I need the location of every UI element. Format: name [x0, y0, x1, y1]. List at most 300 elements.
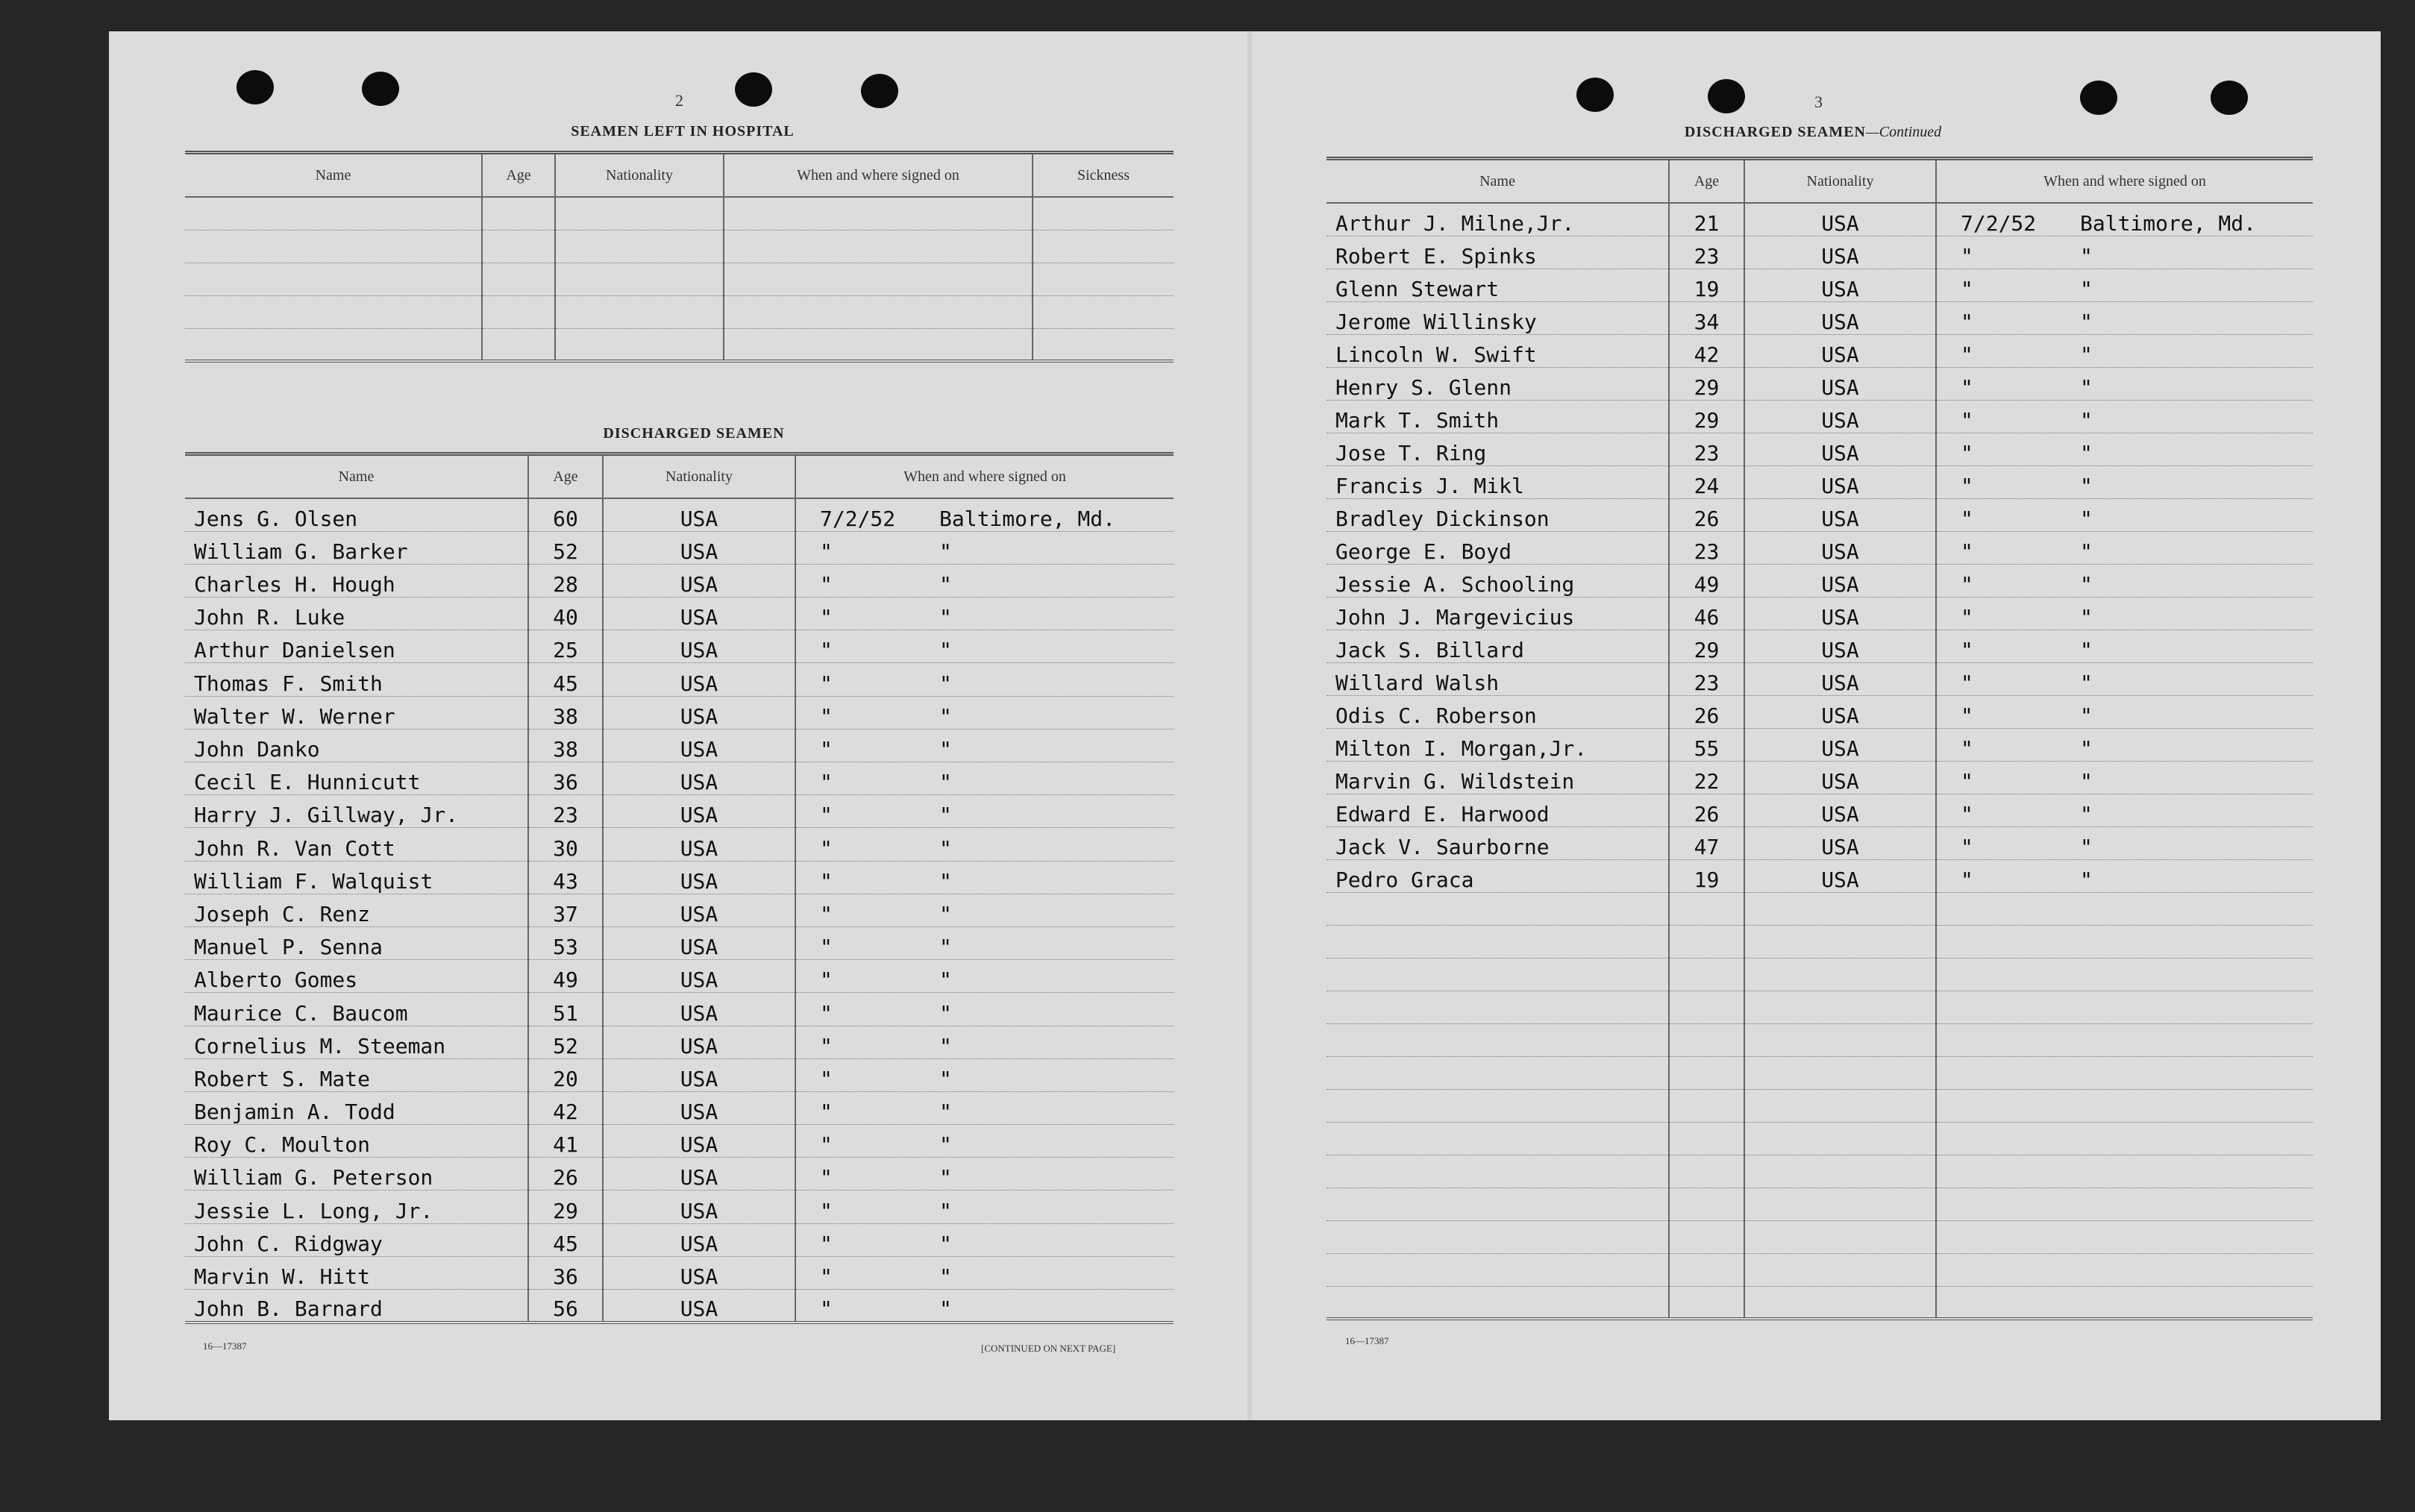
- seaman-age: 29: [1669, 400, 1744, 433]
- signed-on-date: ": [820, 868, 833, 894]
- seaman-age: 23: [1669, 236, 1744, 269]
- signed-on-date: ": [820, 1000, 833, 1026]
- seaman-nationality: USA: [1744, 465, 1936, 498]
- signed-on-place: ": [939, 835, 952, 861]
- signed-on-date: ": [1961, 473, 1973, 498]
- seaman-age: 22: [1669, 761, 1744, 794]
- seaman-name: William F. Walquist: [185, 861, 528, 894]
- signed-on-place: ": [2080, 571, 2093, 597]
- table-row: [185, 630, 1174, 663]
- column-header-name: Name: [185, 454, 528, 499]
- seaman-age: 29: [528, 1191, 603, 1223]
- signed-on-date: ": [820, 1264, 833, 1289]
- signed-on-date: ": [1961, 867, 1973, 892]
- signed-on-date: ": [1961, 407, 1973, 433]
- signed-on-place: ": [939, 638, 952, 663]
- table-row: [185, 1256, 1174, 1289]
- seaman-nationality: USA: [1744, 859, 1936, 892]
- table-row: [185, 729, 1174, 762]
- signed-on-date: ": [1961, 309, 1973, 334]
- blank-row: [1326, 1220, 2313, 1253]
- signed-on-date: ": [1961, 539, 1973, 564]
- table-row: [1326, 334, 2313, 367]
- punch-hole: [1708, 79, 1745, 113]
- seaman-name: Jerome Willinsky: [1326, 301, 1669, 334]
- signed-on-date: ": [820, 901, 833, 926]
- seaman-age: 42: [528, 1091, 603, 1124]
- seaman-name: Jessie L. Long, Jr.: [185, 1191, 528, 1223]
- seaman-age: 38: [528, 729, 603, 762]
- signed-on-cell: [795, 1290, 1174, 1323]
- signed-on-cell: [1936, 400, 2313, 433]
- seaman-name: Edward E. Harwood: [1326, 794, 1669, 826]
- seaman-nationality: USA: [1744, 826, 1936, 859]
- blank-row: [1326, 1089, 2313, 1122]
- signed-on-date: ": [820, 572, 833, 597]
- seaman-nationality: USA: [603, 696, 795, 729]
- discharged-continued-title: [1597, 124, 2029, 141]
- signed-on-date: ": [820, 803, 833, 828]
- seaman-nationality: USA: [1744, 203, 1936, 236]
- signed-on-place: ": [2080, 867, 2093, 892]
- blank-row: [1326, 1122, 2313, 1155]
- seaman-age: 49: [528, 960, 603, 993]
- signed-on-cell: [795, 1191, 1174, 1223]
- seaman-age: 36: [528, 762, 603, 795]
- column-header-nationality: Nationality: [603, 454, 795, 499]
- signed-on-place: ": [939, 1264, 952, 1289]
- hospital-table: [185, 151, 1174, 363]
- seaman-name: Walter W. Werner: [185, 696, 528, 729]
- blank-row: [1326, 1155, 2313, 1188]
- table-row: [185, 696, 1174, 729]
- signed-on-date: ": [820, 1231, 833, 1256]
- signed-on-cell: [1936, 301, 2313, 334]
- seaman-name: Jessie A. Schooling: [1326, 564, 1669, 597]
- seaman-name: William G. Barker: [185, 531, 528, 564]
- seaman-name: Jose T. Ring: [1326, 433, 1669, 465]
- seaman-age: 37: [528, 894, 603, 926]
- blank-row: [185, 230, 1174, 263]
- seaman-name: John Danko: [185, 729, 528, 762]
- signed-on-place: ": [939, 1000, 952, 1026]
- signed-on-cell: [1936, 531, 2313, 564]
- page-number: 2: [675, 91, 683, 110]
- signed-on-place: ": [939, 901, 952, 926]
- signed-on-date: ": [1961, 735, 1973, 761]
- seaman-age: 28: [528, 564, 603, 597]
- seaman-age: 26: [528, 1158, 603, 1191]
- seaman-nationality: USA: [603, 926, 795, 959]
- table-row: [1326, 498, 2313, 531]
- seaman-age: 46: [1669, 597, 1744, 630]
- signed-on-date: ": [820, 1296, 833, 1321]
- column-header-nationality: Nationality: [555, 153, 724, 198]
- seaman-nationality: USA: [1744, 630, 1936, 662]
- signed-on-place: ": [939, 539, 952, 564]
- signed-on-cell: [795, 1091, 1174, 1124]
- seaman-name: Marvin W. Hitt: [185, 1256, 528, 1289]
- seaman-nationality: USA: [603, 1158, 795, 1191]
- seaman-name: Arthur J. Milne,Jr.: [1326, 203, 1669, 236]
- table-row: [185, 1191, 1174, 1223]
- signed-on-cell: [1936, 761, 2313, 794]
- seaman-name: Arthur Danielsen: [185, 630, 528, 663]
- seaman-age: 19: [1669, 859, 1744, 892]
- seaman-age: 30: [528, 828, 603, 861]
- punch-hole: [2080, 81, 2117, 115]
- seaman-nationality: USA: [1744, 761, 1936, 794]
- signed-on-place: ": [2080, 243, 2093, 269]
- column-header-signed-on: When and where signed on: [795, 454, 1174, 499]
- title-suffix: —Continued: [1866, 124, 1942, 140]
- table-row: [185, 960, 1174, 993]
- seaman-age: 24: [1669, 465, 1744, 498]
- blank-row: [185, 295, 1174, 328]
- signed-on-date: ": [1961, 276, 1973, 301]
- signed-on-date: ": [820, 605, 833, 630]
- page-fold: [1247, 31, 1252, 1420]
- table-row: [185, 1026, 1174, 1058]
- table-row: [185, 795, 1174, 828]
- signed-on-place: ": [2080, 735, 2093, 761]
- table-row: [185, 531, 1174, 564]
- form-number: 16—17387: [1345, 1335, 1389, 1346]
- signed-on-cell: [795, 597, 1174, 630]
- table-row: [185, 1125, 1174, 1158]
- signed-on-date: ": [820, 967, 833, 993]
- blank-row: [1326, 1253, 2313, 1286]
- column-header-nationality: Nationality: [1744, 159, 1936, 204]
- signed-on-date: ": [820, 1066, 833, 1091]
- signed-on-place: ": [939, 1132, 952, 1158]
- signed-on-date: ": [820, 835, 833, 861]
- seaman-name: Odis C. Roberson: [1326, 695, 1669, 728]
- signed-on-place: ": [939, 703, 952, 729]
- blank-row: [185, 197, 1174, 230]
- signed-on-date: 7/2/52: [820, 506, 896, 531]
- signed-on-cell: [795, 1158, 1174, 1191]
- seaman-nationality: USA: [603, 498, 795, 531]
- seaman-age: 25: [528, 630, 603, 663]
- seaman-age: 52: [528, 531, 603, 564]
- blank-row: [185, 328, 1174, 361]
- table-row: [185, 663, 1174, 696]
- column-header-age: Age: [1669, 159, 1744, 204]
- signed-on-date: 7/2/52: [1961, 210, 2037, 236]
- seaman-name: Jens G. Olsen: [185, 498, 528, 531]
- signed-on-place: ": [2080, 407, 2093, 433]
- table-row: [1326, 531, 2313, 564]
- table-row: [1326, 630, 2313, 662]
- seaman-nationality: USA: [603, 1290, 795, 1323]
- column-header-name: Name: [1326, 159, 1669, 204]
- seaman-nationality: USA: [603, 960, 795, 993]
- blank-row: [1326, 892, 2313, 925]
- signed-on-cell: [795, 663, 1174, 696]
- seaman-nationality: USA: [603, 1026, 795, 1058]
- discharged-seamen-table: [185, 452, 1174, 1324]
- seaman-nationality: USA: [1744, 728, 1936, 761]
- signed-on-place: ": [939, 803, 952, 828]
- signed-on-place: ": [939, 967, 952, 993]
- signed-on-cell: [795, 564, 1174, 597]
- seaman-age: 20: [528, 1058, 603, 1091]
- seaman-nationality: USA: [1744, 269, 1936, 301]
- signed-on-date: ": [1961, 801, 1973, 826]
- signed-on-place: ": [939, 671, 952, 696]
- seaman-nationality: USA: [1744, 531, 1936, 564]
- signed-on-cell: [795, 795, 1174, 828]
- seaman-nationality: USA: [603, 729, 795, 762]
- table-row: [1326, 400, 2313, 433]
- signed-on-cell: [795, 531, 1174, 564]
- table-row: [1326, 728, 2313, 761]
- table-row: [185, 1290, 1174, 1323]
- table-row: [1326, 695, 2313, 728]
- seaman-name: Roy C. Moulton: [185, 1125, 528, 1158]
- seaman-nationality: USA: [603, 564, 795, 597]
- signed-on-place: ": [2080, 506, 2093, 531]
- page-number: 3: [1814, 92, 1823, 111]
- signed-on-date: ": [1961, 670, 1973, 695]
- signed-on-cell: [1936, 728, 2313, 761]
- seaman-nationality: USA: [1744, 695, 1936, 728]
- seaman-name: Robert S. Mate: [185, 1058, 528, 1091]
- signed-on-cell: [795, 926, 1174, 959]
- signed-on-place: ": [2080, 801, 2093, 826]
- seaman-age: 45: [528, 663, 603, 696]
- blank-row: [1326, 1188, 2313, 1220]
- signed-on-cell: [1936, 334, 2313, 367]
- seaman-age: 26: [1669, 794, 1744, 826]
- blank-row: [1326, 1286, 2313, 1319]
- signed-on-cell: [1936, 826, 2313, 859]
- signed-on-place: ": [2080, 440, 2093, 465]
- blank-row: [1326, 958, 2313, 991]
- seaman-name: Willard Walsh: [1326, 662, 1669, 695]
- seaman-nationality: USA: [1744, 301, 1936, 334]
- table-row: [185, 1058, 1174, 1091]
- table-row: [1326, 564, 2313, 597]
- table-row: [185, 894, 1174, 926]
- signed-on-place: ": [939, 605, 952, 630]
- seaman-nationality: USA: [1744, 597, 1936, 630]
- signed-on-date: ": [1961, 604, 1973, 630]
- table-row: [185, 1091, 1174, 1124]
- signed-on-date: ": [1961, 637, 1973, 662]
- signed-on-place: ": [939, 1033, 952, 1058]
- seaman-age: 23: [1669, 662, 1744, 695]
- signed-on-cell: [1936, 465, 2313, 498]
- seaman-name: Jack V. Saurborne: [1326, 826, 1669, 859]
- seaman-name: John J. Margevicius: [1326, 597, 1669, 630]
- seaman-nationality: USA: [603, 1223, 795, 1256]
- signed-on-date: ": [820, 770, 833, 795]
- seaman-nationality: USA: [603, 795, 795, 828]
- signed-on-place: ": [939, 1231, 952, 1256]
- seaman-name: John R. Van Cott: [185, 828, 528, 861]
- signed-on-date: ": [820, 1198, 833, 1223]
- signed-on-place: ": [2080, 374, 2093, 400]
- signed-on-cell: [795, 1058, 1174, 1091]
- seaman-name: Charles H. Hough: [185, 564, 528, 597]
- seaman-name: Cornelius M. Steeman: [185, 1026, 528, 1058]
- signed-on-cell: [1936, 597, 2313, 630]
- signed-on-place: ": [939, 1198, 952, 1223]
- seaman-age: 40: [528, 597, 603, 630]
- seaman-nationality: USA: [603, 531, 795, 564]
- seaman-age: 23: [1669, 433, 1744, 465]
- table-row: [1326, 859, 2313, 892]
- signed-on-cell: [795, 1256, 1174, 1289]
- signed-on-cell: [1936, 236, 2313, 269]
- seaman-age: 23: [1669, 531, 1744, 564]
- signed-on-cell: [795, 498, 1174, 531]
- table-row: [1326, 236, 2313, 269]
- table-row: [1326, 826, 2313, 859]
- blank-row: [1326, 991, 2313, 1023]
- discharged-section-title: DISCHARGED SEAMEN: [603, 425, 785, 442]
- signed-on-place: ": [939, 1066, 952, 1091]
- seaman-age: 26: [1669, 695, 1744, 728]
- seaman-age: 49: [1669, 564, 1744, 597]
- table-row: [185, 861, 1174, 894]
- signed-on-date: ": [820, 671, 833, 696]
- signed-on-place: ": [2080, 768, 2093, 794]
- punch-hole: [2211, 81, 2248, 115]
- signed-on-place: ": [939, 572, 952, 597]
- signed-on-place: ": [939, 1296, 952, 1321]
- seaman-name: Marvin G. Wildstein: [1326, 761, 1669, 794]
- seaman-nationality: USA: [603, 1058, 795, 1091]
- seaman-nationality: USA: [603, 1091, 795, 1124]
- seaman-age: 36: [528, 1256, 603, 1289]
- form-number: 16—17387: [203, 1340, 247, 1352]
- signed-on-cell: [795, 696, 1174, 729]
- signed-on-place: ": [2080, 276, 2093, 301]
- seaman-age: 55: [1669, 728, 1744, 761]
- signed-on-cell: [1936, 662, 2313, 695]
- seaman-nationality: USA: [603, 861, 795, 894]
- table-row: [1326, 794, 2313, 826]
- seaman-nationality: USA: [1744, 236, 1936, 269]
- column-header-sickness: Sickness: [1033, 153, 1174, 198]
- signed-on-cell: [1936, 695, 2313, 728]
- seaman-age: 56: [528, 1290, 603, 1323]
- column-header-signed-on: When and where signed on: [1936, 159, 2313, 204]
- signed-on-place: ": [939, 1100, 952, 1125]
- signed-on-date: ": [1961, 703, 1973, 728]
- signed-on-cell: [1936, 367, 2313, 400]
- table-row: [185, 993, 1174, 1026]
- seaman-age: 34: [1669, 301, 1744, 334]
- discharged-seamen-continued-table: [1326, 157, 2313, 1320]
- punch-hole: [362, 72, 399, 106]
- signed-on-cell: [1936, 794, 2313, 826]
- seaman-age: 38: [528, 696, 603, 729]
- table-row: [185, 1223, 1174, 1256]
- seaman-age: 23: [528, 795, 603, 828]
- punch-hole: [1576, 78, 1614, 112]
- blank-row: [1326, 1023, 2313, 1056]
- signed-on-date: ": [820, 1132, 833, 1158]
- signed-on-place: ": [2080, 637, 2093, 662]
- punch-hole: [237, 70, 274, 104]
- seaman-name: Robert E. Spinks: [1326, 236, 1669, 269]
- signed-on-cell: [1936, 269, 2313, 301]
- seaman-nationality: USA: [1744, 662, 1936, 695]
- signed-on-date: ": [1961, 768, 1973, 794]
- seaman-name: John R. Luke: [185, 597, 528, 630]
- signed-on-cell: [1936, 564, 2313, 597]
- table-row: [185, 828, 1174, 861]
- seaman-name: Milton I. Morgan,Jr.: [1326, 728, 1669, 761]
- signed-on-place: ": [939, 868, 952, 894]
- seaman-name: Manuel P. Senna: [185, 926, 528, 959]
- signed-on-place: ": [2080, 703, 2093, 728]
- blank-row: [1326, 925, 2313, 958]
- signed-on-date: ": [820, 703, 833, 729]
- seaman-nationality: USA: [1744, 498, 1936, 531]
- table-row: [1326, 761, 2313, 794]
- seaman-nationality: USA: [1744, 433, 1936, 465]
- blank-row: [1326, 1056, 2313, 1089]
- seaman-nationality: USA: [1744, 400, 1936, 433]
- seaman-nationality: USA: [603, 630, 795, 663]
- signed-on-cell: [795, 960, 1174, 993]
- signed-on-date: ": [1961, 834, 1973, 859]
- seaman-nationality: USA: [603, 597, 795, 630]
- signed-on-place: ": [2080, 670, 2093, 695]
- signed-on-cell: [795, 828, 1174, 861]
- table-row: [185, 597, 1174, 630]
- table-row: [1326, 465, 2313, 498]
- signed-on-place: ": [2080, 539, 2093, 564]
- signed-on-cell: [795, 630, 1174, 663]
- signed-on-cell: [795, 1125, 1174, 1158]
- seaman-nationality: USA: [603, 663, 795, 696]
- seaman-name: Harry J. Gillway, Jr.: [185, 795, 528, 828]
- table-row: [1326, 662, 2313, 695]
- table-row: [185, 1158, 1174, 1191]
- seaman-nationality: USA: [603, 762, 795, 795]
- signed-on-cell: [795, 762, 1174, 795]
- signed-on-place: ": [2080, 473, 2093, 498]
- signed-on-place: ": [2080, 604, 2093, 630]
- signed-on-date: ": [820, 1165, 833, 1191]
- signed-on-place: Baltimore, Md.: [939, 506, 1116, 531]
- signed-on-cell: [795, 993, 1174, 1026]
- seaman-name: John B. Barnard: [185, 1290, 528, 1323]
- signed-on-place: ": [939, 1165, 952, 1191]
- signed-on-date: ": [1961, 374, 1973, 400]
- column-header-signed-on: When and where signed on: [724, 153, 1033, 198]
- table-row: [1326, 367, 2313, 400]
- column-header-age: Age: [482, 153, 555, 198]
- signed-on-date: ": [1961, 440, 1973, 465]
- signed-on-date: ": [1961, 571, 1973, 597]
- signed-on-date: ": [1961, 243, 1973, 269]
- signed-on-date: ": [820, 539, 833, 564]
- signed-on-place: ": [939, 737, 952, 762]
- signed-on-place: ": [2080, 342, 2093, 367]
- seaman-nationality: USA: [603, 828, 795, 861]
- table-row: [185, 498, 1174, 531]
- table-row: [1326, 597, 2313, 630]
- seaman-nationality: USA: [1744, 367, 1936, 400]
- continued-note: [CONTINUED ON NEXT PAGE]: [981, 1343, 1116, 1354]
